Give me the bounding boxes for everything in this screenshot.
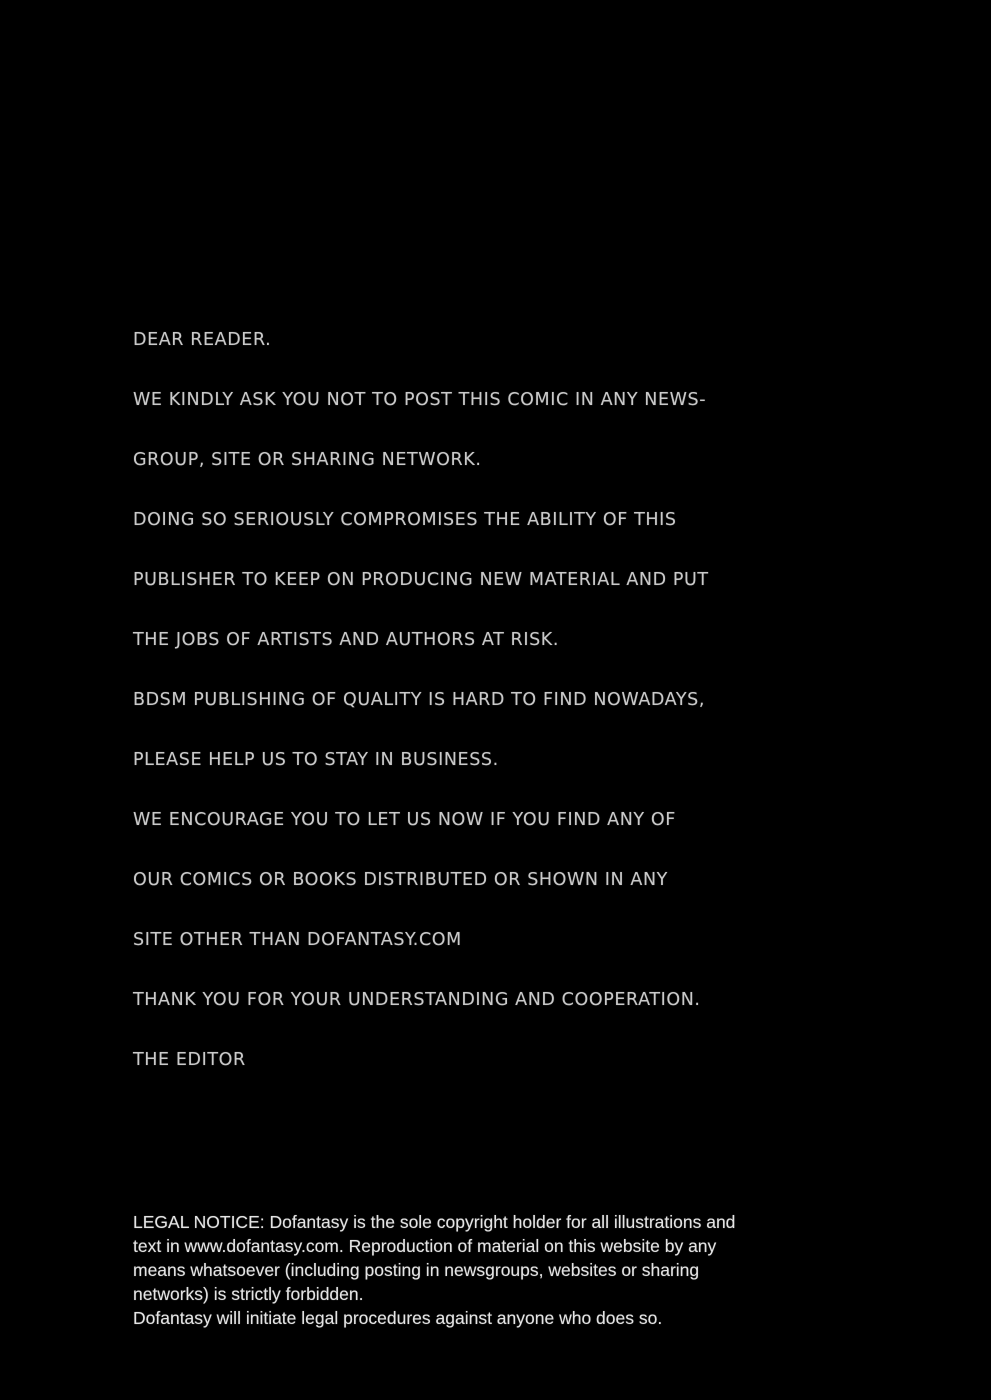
notice-line: GROUP, SITE OR SHARING NETWORK. <box>133 450 482 470</box>
legal-line: Dofantasy will initiate legal procedures against anyone who does so. <box>133 1308 663 1328</box>
legal-line: text in www.dofantasy.com. Reproduction of material on this website by any <box>133 1236 717 1256</box>
notice-line: THANK YOU FOR YOUR UNDERSTANDING AND COOPERATION. <box>133 990 701 1010</box>
notice-line: PUBLISHER TO KEEP ON PRODUCING NEW MATERIAL AND PUT <box>133 570 709 590</box>
legal-line: means whatsoever (including posting in newsgroups, websites or sharing <box>133 1260 700 1280</box>
notice-line: WE KINDLY ASK YOU NOT TO POST THIS COMIC IN ANY NEWS- <box>133 390 707 410</box>
notice-line: WE ENCOURAGE YOU TO LET US NOW IF YOU FIND ANY OF <box>133 810 676 830</box>
notice-line: THE JOBS OF ARTISTS AND AUTHORS AT RISK. <box>133 630 560 650</box>
notice-line: BDSM PUBLISHING OF QUALITY IS HARD TO FIND NOWADAYS, <box>133 690 706 710</box>
reader-notice-block <box>133 330 893 1110</box>
notice-line: PLEASE HELP US TO STAY IN BUSINESS. <box>133 750 499 770</box>
legal-line: LEGAL NOTICE: Dofantasy is the sole copyright holder for all illustrations and <box>133 1212 736 1232</box>
legal-line: networks) is strictly forbidden. <box>133 1284 364 1304</box>
notice-line-signature: THE EDITOR <box>133 1050 246 1070</box>
notice-line: DOING SO SERIOUSLY COMPROMISES THE ABILITY OF THIS <box>133 510 677 530</box>
notice-line: SITE OTHER THAN DOFANTASY.COM <box>133 930 462 950</box>
legal-notice-block <box>133 1210 873 1330</box>
notice-line: OUR COMICS OR BOOKS DISTRIBUTED OR SHOWN IN ANY <box>133 870 668 890</box>
notice-line-salutation: DEAR READER. <box>133 330 272 350</box>
